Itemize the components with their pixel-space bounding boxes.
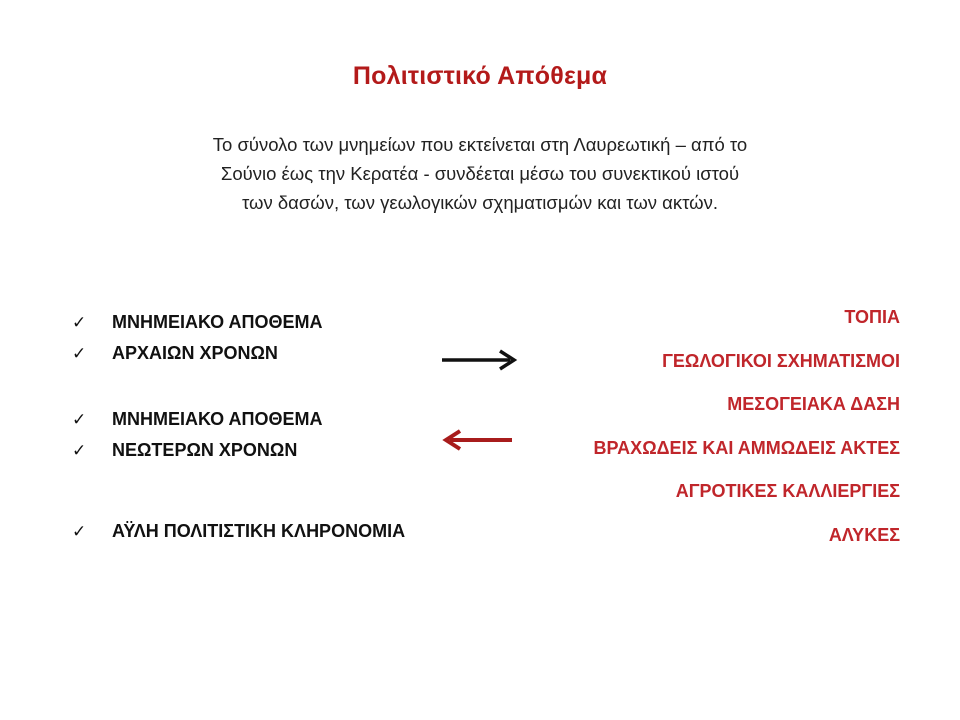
slide-title: Πολιτιστικό Απόθεμα — [352, 62, 608, 90]
list-item-label: ΑΡΧΑΙΩΝ ΧΡΟΝΩΝ — [112, 343, 278, 363]
list-item-label: ΑΫΛΗ ΠΟΛΙΤΙΣΤΙΚΗ ΚΛΗΡΟΝΟΜΙΑ — [112, 521, 406, 541]
landscape-item: ΜΕΣΟΓΕΙΑΚΑ ΔΑΣΗ — [727, 394, 900, 414]
landscape-elements-list — [594, 302, 900, 563]
list-item-label: ΜΝΗΜΕΙΑΚΟ ΑΠΟΘΕΜΑ — [112, 312, 323, 332]
landscape-item: ΒΡΑΧΩΔΕΙΣ ΚΑΙ ΑΜΜΩΔΕΙΣ ΑΚΤΕΣ — [593, 437, 900, 458]
landscape-item: ΑΛΥΚΕΣ — [828, 524, 900, 545]
modern-monuments-list — [72, 404, 323, 466]
intro-line: των δασών, των γεωλογικών σχηματισμών και των ακτών. — [242, 192, 718, 213]
intro-line: Σούνιο έως την Κερατέα - συνδέεται μέσω του συνεκτικού ιστού — [220, 163, 740, 184]
checkmark-icon: ✓ — [72, 343, 87, 363]
list-item — [72, 307, 323, 338]
checkmark-icon: ✓ — [72, 409, 87, 429]
arrow-left-icon — [440, 428, 520, 452]
intro-line: Το σύνολο των μνημείων που εκτείνεται στη Λαυρεωτική – από το — [212, 134, 748, 155]
landscape-item: ΓΕΩΛΟΓΙΚΟΙ ΣΧΗΜΑΤΙΣΜΟΙ — [662, 350, 900, 371]
ancient-monuments-list — [72, 307, 323, 369]
list-item — [72, 435, 323, 466]
checkmark-icon: ✓ — [72, 521, 87, 541]
landscape-item: ΑΓΡΟΤΙΚΕΣ ΚΑΛΛΙΕΡΓΙΕΣ — [675, 481, 900, 501]
list-item — [72, 338, 323, 369]
checkmark-icon: ✓ — [72, 312, 87, 332]
list-item — [72, 404, 323, 435]
arrow-right-icon — [440, 348, 520, 372]
intro-paragraph — [130, 130, 830, 217]
list-item-label: ΜΝΗΜΕΙΑΚΟ ΑΠΟΘΕΜΑ — [112, 409, 323, 429]
landscape-item: ΤΟΠΙΑ — [844, 307, 900, 327]
list-item — [72, 516, 405, 547]
list-item-label: ΝΕΩΤΕΡΩΝ ΧΡΟΝΩΝ — [112, 440, 298, 460]
checkmark-icon: ✓ — [72, 440, 87, 460]
intangible-heritage-list — [72, 516, 405, 547]
